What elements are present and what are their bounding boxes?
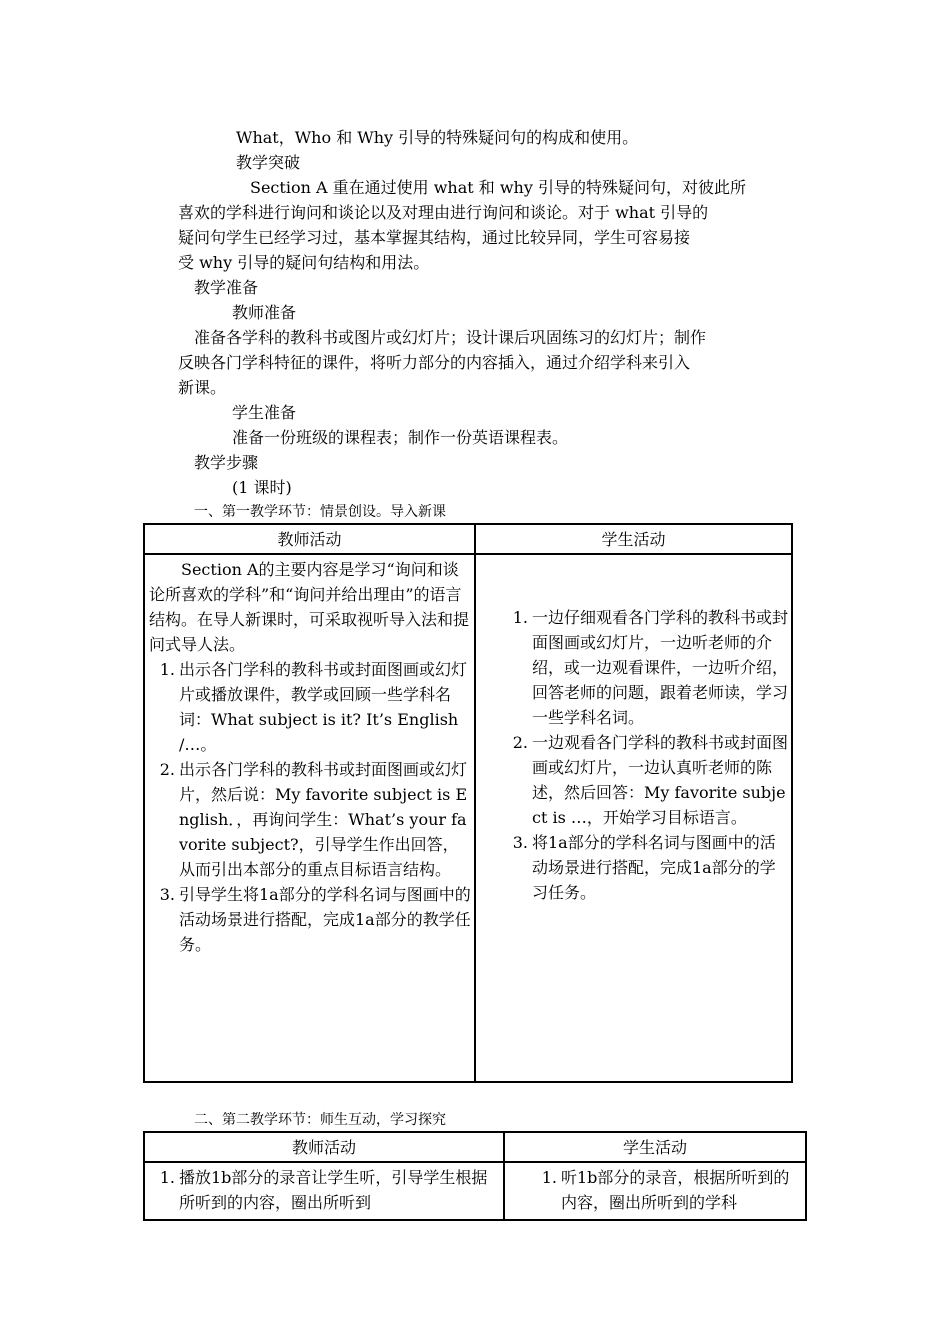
section2-student-cell [504,1162,806,1220]
list-item: 2. 一边观看各门学科的教科书或封面图画或幻灯片，一边认真听老师的陈述，然后回答：My favorite subject is …，开始学习目标语言。 [512,733,789,827]
section1-teacher-header: 教师活动 [144,524,475,554]
intro-line-9: 准备各学科的教科书或图片或幻灯片；设计课后巩固练习的幻灯片；制作 [194,328,707,347]
intro-line-1: What，Who 和 Why 引导的特殊疑问句的构成和使用。 [236,128,639,147]
intro-line-4: 喜欢的学科进行询问和谈论以及对理由进行询问和谈论。对于 what 引导的 [178,203,709,222]
list-item: 1. 一边仔细观看各门学科的教科书或封面图画或幻灯片，一边听老师的介绍，或一边观看课件，一边听介绍，回答老师的问题，跟着老师读，学习一些学科名词。 [512,608,789,727]
heading-student-preparation: 学生准备 [232,403,297,422]
section2-table [143,1131,807,1221]
intro-line-10: 反映各门学科特征的课件，将听力部分的内容插入，通过介绍学科来引入 [178,353,691,372]
section1-table [143,523,793,1083]
list-item: 2. 出示各门学科的教科书或封面图画或幻灯片，然后说：My favorite subject is English．，再询问学生：What’s your favorite subject?，引导学生作出回答，从而引出本部分的重点目标语言结构。 [159,760,468,879]
heading-teaching-steps: 教学步骤 [194,453,259,472]
lesson-count: (1 课时) [232,478,292,497]
list-item: 1. 播放1b部分的录音让学生听，引导学生根据所听到的内容，圈出所听到 [159,1168,488,1212]
section1-student-cell [475,554,792,1082]
section1-teacher-intro: Section A的主要内容是学习“询问和谈论所喜欢的学科”和“询问并给出理由”的语言结构。在导人新课时，可采取视听导入法和提问式导人法。 [149,560,470,654]
section2-heading: 二、第二教学环节：师生互动，学习探究 [194,1112,446,1128]
heading-teaching-preparation: 教学准备 [194,278,259,297]
intro-line-13: 准备一份班级的课程表；制作一份英语课程表。 [232,428,569,447]
list-item: 3. 引导学生将1a部分的学科名词与图画中的活动场景进行搭配，完成1a部分的教学任务。 [159,885,471,954]
intro-line-11: 新课。 [178,378,227,397]
heading-teacher-preparation: 教师准备 [232,303,297,322]
heading-teaching-breakthrough: 教学突破 [236,153,301,172]
section1-student-header: 学生活动 [475,524,792,554]
section2-student-header: 学生活动 [504,1132,806,1162]
section1-heading: 一、第一教学环节：情景创设。导入新课 [194,504,446,520]
list-item: 1. 听1b部分的录音，根据所听到的内容，圈出所听到的学科 [541,1168,790,1212]
intro-line-5: 疑问句学生已经学习过，基本掌握其结构，通过比较异同，学生可容易接 [178,228,691,247]
section2-teacher-header: 教师活动 [144,1132,504,1162]
section2-teacher-cell [144,1162,504,1220]
intro-line-6: 受 why 引导的疑问句结构和用法。 [178,253,430,272]
list-item: 1. 出示各门学科的教科书或封面图画或幻灯片或播放课件，教学或回顾一些学科名词：What subject is it? It’s English /…。 [159,660,468,754]
section1-teacher-cell [144,554,475,1082]
intro-line-3: Section A 重在通过使用 what 和 why 引导的特殊疑问句，对彼此所 [250,178,746,197]
list-item: 3. 将1a部分的学科名词与图画中的活动场景进行搭配，完成1a部分的学习任务。 [512,833,776,902]
